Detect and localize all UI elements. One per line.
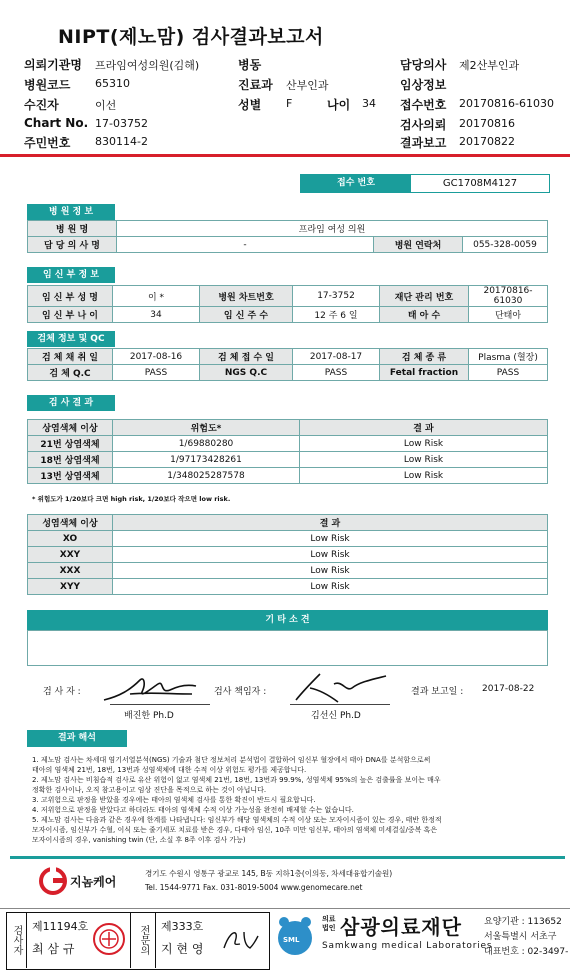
pregnant-section-title: 임 신 부 정 보 [27,267,115,283]
company-address: 경기도 수원시 영통구 광교로 145, B동 지하1층(이의동, 차세대융합기술원) [145,869,393,878]
foundation-name: 삼광의료재단 [340,915,462,939]
hospital-contact-label: 병원 연락처 [374,237,463,253]
results-row-risk: 1/97173428261 [113,452,300,468]
specimen-section-title: 검체 정보 및 QC [27,331,115,347]
request-value: 20170816 [459,117,515,130]
dept-value: 산부인과 [286,79,329,92]
id-value: 830114-2 [95,135,148,148]
interpretation-line: 모자이시즘, 임신부가 수혈, 이식 또는 줄기세포 치료를 받은 경우, 다태아 임신, 10주 미만 임신부, 태아의 염색체 미세결실/중복 혹은 [32,826,438,834]
interpretation-line: 1. 제노맘 검사는 차세대 염기서열분석(NGS) 기술과 첨단 정보처리 분석법이 결합하여 임신부 혈장에서 태아 DNA를 분석함으로써 [32,756,431,764]
tester-label: 검 사 자 : [43,687,81,697]
tester-license-no: 제11194호 [32,920,89,933]
foundation-address: 서울특별시 서초구 [484,932,557,942]
interpretation-line: 태아의 염색체 21번, 18번, 13번과 성염색체에 대한 수적 이상 위험도 평가를 제공합니다. [32,766,307,774]
interpretation-line: 5. 제노맘 검사는 다음과 같은 경우에 한계를 나타냅니다: 임신부가 해당 염색체의 수적 이상 또는 모자이시즘이 있는 경우, 태반 한정적 [32,816,442,824]
hospital-code-label: 병원코드 [24,78,71,92]
specimen-collect-value: 2017-08-16 [113,349,200,365]
id-label: 주민번호 [24,136,71,150]
results-row-result: Low Risk [300,436,548,452]
specimen-type-value: Plasma (혈장) [469,349,548,365]
manager-sign-line [290,704,390,705]
receipt-box [300,174,550,193]
results-table [27,419,548,484]
hospital-section-title: 병 원 정 보 [27,204,115,220]
specimen-type-label: 검 체 종 류 [380,349,469,365]
pregnant-chart-label: 병원 차트번호 [200,286,293,307]
sex-row-name: XXY [28,547,113,563]
results-row-risk: 1/348025287578 [113,468,300,484]
hospital-name-label: 병 원 명 [28,221,117,237]
ward-label: 병동 [238,58,262,72]
pregnant-info-table [27,285,548,323]
results-row-result: Low Risk [300,452,548,468]
results-row-name: 13번 상염색체 [28,468,113,484]
approver-license-no: 제333호 [161,920,204,933]
results-section-title: 검 사 결 과 [27,395,115,411]
institution-value: 프라임여성의원(김해) [95,59,200,72]
specimen-qc-value: PASS [113,365,200,381]
sml-logo-text: SML [283,936,300,944]
age-label: 나이 [327,98,351,112]
specimen-receive-label: 검 체 접 수 일 [200,349,293,365]
interpretation-line: 모자이시즘의 경우, vanishing twin (단, 소실 후 8주 이후 검사 가능) [32,836,246,844]
receipt-value: 20170816-61030 [459,97,554,110]
pregnant-weeks-value: 12 주 6 일 [293,307,380,323]
hospital-code-value: 65310 [95,77,130,90]
sex-col-result: 결 과 [113,515,548,531]
other-section-title: 기 타 소 견 [27,610,548,630]
pregnant-name-label: 임 신 부 성 명 [28,286,113,307]
results-col-chrom: 상염색체 이상 [28,420,113,436]
interpretation-notes [32,755,552,845]
specimen-receive-value: 2017-08-17 [293,349,380,365]
foundation-reg: 요양기관 : 113652 [484,917,562,927]
specimen-ngs-label: NGS Q.C [200,365,293,381]
sex-chrom-table [27,514,548,595]
sex-value: F [286,97,293,110]
interpretation-line: 2. 제노맘 검사는 비침습적 검사로 유산 위험이 없고 염색체 21번, 18번, 13번과 99.9%, 성염색체 95%의 높은 검출률을 보이는 매우 [32,776,441,784]
pregnant-mgmt-label: 재단 관리 번호 [380,286,469,307]
report-date-label: 결과 보고일 : [411,687,464,697]
pregnant-name-value: 이 * [113,286,200,307]
pregnant-age-value: 34 [113,307,200,323]
results-row-result: Low Risk [300,468,548,484]
specimen-ff-value: PASS [469,365,548,381]
foundation-phone: 대표번호 : 02-3497- [484,947,569,957]
interpretation-line: 정확한 검사이나, 오직 참고용이고 임상 진단을 목적으로 하는 것이 아닙니다. [32,786,267,794]
specimen-collect-label: 검 체 채 취 일 [28,349,113,365]
manager-signature [290,668,390,706]
company-contact: Tel. 1544-9771 Fax. 031-8019-5004 www.genomecare.net [145,883,363,892]
table-row [28,531,548,547]
specimen-ngs-value: PASS [293,365,380,381]
pregnant-mgmt-value: 20170816-61030 [469,286,548,307]
approver-footer-name: 지 현 영 [161,942,204,956]
results-col-risk: 위험도* [113,420,300,436]
specimen-qc-label: 검 체 Q.C [28,365,113,381]
foundation-small-label: 의료법인 [322,915,336,932]
receipt-label: 접수번호 [400,98,447,112]
request-label: 검사의뢰 [400,118,447,132]
sex-row-name: XYY [28,579,113,595]
company-name: 지놈케어 [70,875,117,889]
pregnant-fetus-label: 태 아 수 [380,307,469,323]
sex-row-result: Low Risk [113,547,548,563]
results-row-name: 18번 상염색체 [28,452,113,468]
other-findings-box [27,630,548,666]
manager-label: 검사 책임자 : [214,687,267,697]
hospital-doctor-value: - [117,237,374,253]
patient-value: 이선 [95,99,117,112]
company-divider [10,856,565,859]
chart-label: Chart No. [24,116,89,130]
table-row [28,579,548,595]
specimen-ff-label: Fetal fraction [380,365,469,381]
hospital-info-table [27,220,548,253]
table-row [28,563,548,579]
age-value: 34 [362,97,376,110]
approver-signature [220,926,260,954]
receipt-box-label: 접수 번호 [301,175,411,192]
doctor-label: 담당의사 [400,58,447,72]
approver-vertical-label: 전문의 [130,912,156,968]
table-row [28,547,548,563]
manager-name: 김선신 Ph.D [311,711,361,721]
hospital-doctor-label: 담 당 의 사 명 [28,237,117,253]
clinical-label: 임상정보 [400,78,447,92]
footer-divider [0,908,570,909]
results-footnote: * 위험도가 1/20보다 크면 high risk, 1/20보다 작으면 low risk. [32,495,231,503]
tester-vertical-label: 검사자 [6,912,27,968]
report-label: 결과보고 [400,136,447,150]
interpretation-line: 4. 저위험으로 판정을 받았다고 하더라도 태아의 염색체 수적 이상 가능성을 완전히 배제할 수는 없습니다. [32,806,354,814]
hospital-name-value: 프라임 여성 의원 [117,221,548,237]
specimen-info-table [27,348,548,381]
table-row [28,468,548,484]
dept-label: 진료과 [238,78,273,92]
receipt-box-value: GC1708M4127 [442,178,518,189]
tester-sign-line [110,704,210,705]
results-row-name: 21번 상염색체 [28,436,113,452]
sex-col-chrom: 성염색체 이상 [28,515,113,531]
tester-footer-name: 최 삼 규 [32,942,75,956]
genomecare-logo-icon [38,866,68,896]
foundation-english: Samkwang medical Laboratories [322,941,493,951]
sex-row-name: XXX [28,563,113,579]
patient-label: 수진자 [24,98,59,112]
tester-seal-icon [92,922,126,956]
sex-row-name: XO [28,531,113,547]
pregnant-fetus-value: 단태아 [469,307,548,323]
table-row [28,452,548,468]
sex-label: 성별 [238,98,262,112]
table-row [28,436,548,452]
report-date-value: 2017-08-22 [482,684,535,694]
institution-label: 의뢰기관명 [24,58,82,72]
doctor-value: 제2산부인과 [459,59,520,72]
hospital-contact-value: 055-328-0059 [463,237,548,253]
interpretation-line: 3. 고위험으로 판정을 받았을 경우에는 태아의 염색체 검사를 통한 확진이 반드시 필요합니다. [32,796,316,804]
report-value: 20170822 [459,135,515,148]
report-title: NIPT(제노맘) 검사결과보고서 [58,26,324,48]
interpretation-section-title: 결과 해석 [27,730,127,747]
sex-row-result: Low Risk [113,531,548,547]
results-col-result: 결 과 [300,420,548,436]
pregnant-chart-value: 17-3752 [293,286,380,307]
tester-name: 배진한 Ph.D [124,711,174,721]
sex-row-result: Low Risk [113,579,548,595]
pregnant-weeks-label: 임 신 주 수 [200,307,293,323]
tester-signature [100,670,200,706]
chart-value: 17-03752 [95,117,148,130]
sex-row-result: Low Risk [113,563,548,579]
header-divider [0,154,570,157]
pregnant-age-label: 임 신 부 나 이 [28,307,113,323]
results-row-risk: 1/69880280 [113,436,300,452]
